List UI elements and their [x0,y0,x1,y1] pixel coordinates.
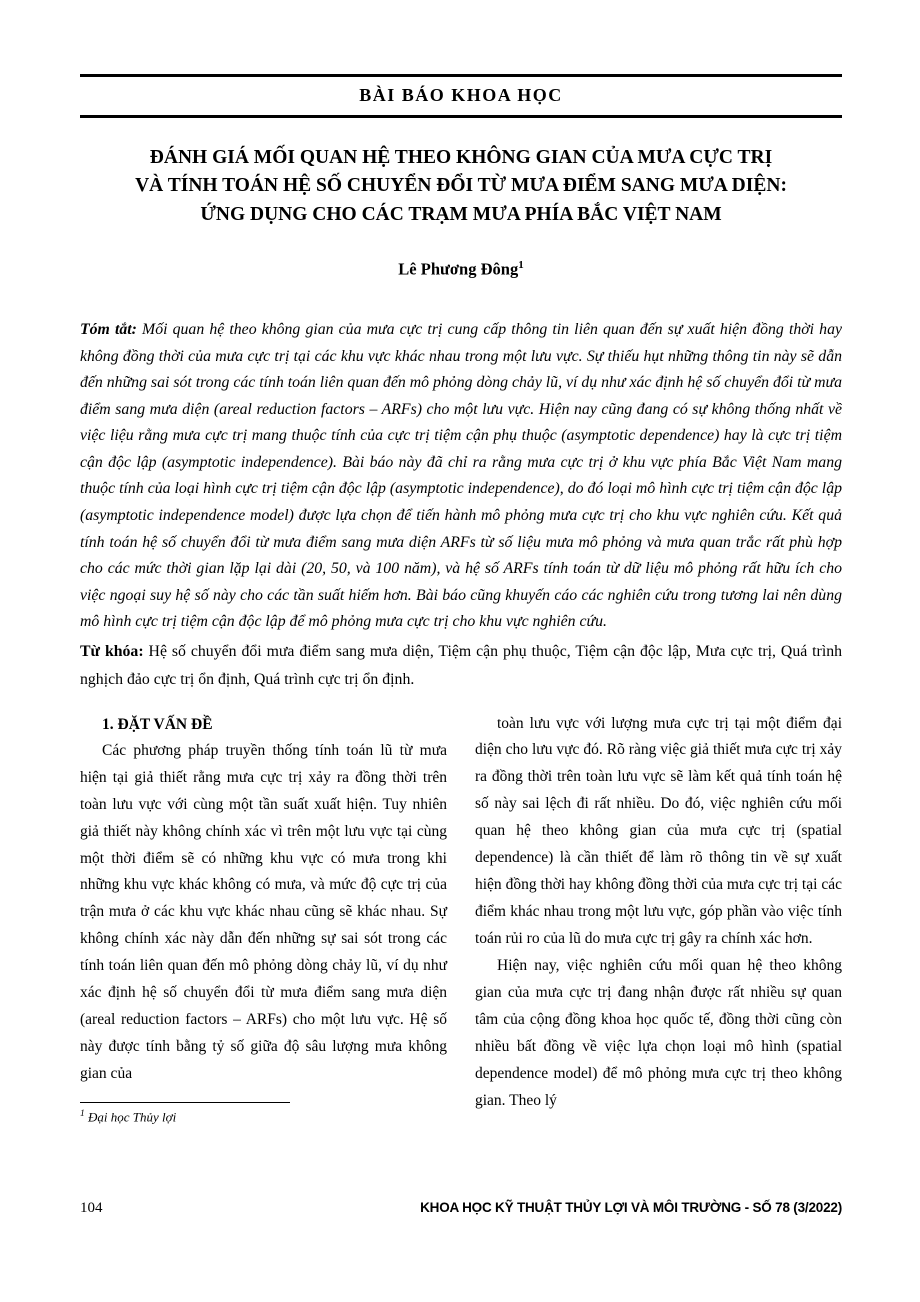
footnote [80,1102,447,1125]
two-column-body [80,711,842,1126]
left-column [80,711,447,1126]
right-column-paragraph-2: Hiện nay, việc nghiên cứu mối quan hệ theo không gian của mưa cực trị đang nhận được rất nhiều sự quan tâm của cộng đồng khoa học quốc tế, đồng thời cũng còn nhiều bất đồng về việc lựa chọn loại mô hình (spatial dependence model) để mô phỏng mưa cực trị theo không gian. Theo lý [475,957,842,1110]
left-column-paragraph: Các phương pháp truyền thống tính toán lũ từ mưa hiện tại giả thiết rằng mưa cực trị xảy ra đồng thời trên toàn lưu vực với cùng một tần suất xuất hiện. Tuy nhiên giả thiết này không chính xác vì trên một lưu vực tại cùng một thời điểm sẽ có những khu vực có mưa trong khi những khu vực khác không có mưa, và mức độ cực trị của trận mưa ở các khu vực khác nhau cũng sẽ khác nhau. Sự không chính xác này dẫn đến những sự sai sót trong các tính toán liên quan đến mô phỏng dòng chảy lũ, ví dụ như xác định hệ số chuyển đổi từ mưa điểm sang mưa diện (areal reduction factors – ARFs) cho một lưu vực. Hệ số này được tính bằng tỷ số giữa độ sâu lượng mưa không gian của [80,741,447,1083]
title-line-1: ĐÁNH GIÁ MỐI QUAN HỆ THEO KHÔNG GIAN CỦA MƯA CỰC TRỊ [149,147,773,168]
right-column-paragraph-1: toàn lưu vực với lượng mưa cực trị tại một điểm đại diện cho lưu vực đó. Rõ ràng việc giả thiết mưa cực trị xảy ra đồng thời trên toàn lưu vực sẽ làm kết quả tính toán hệ số này sai lệch đi rất nhiều. Do đó, việc nghiên cứu mối quan hệ theo không gian của mưa cực trị (spatial dependence) là cần thiết để làm rõ thông tin về sự xuất hiện đồng thời hay không đồng thời của mưa cực trị tại các điểm khác nhau trong một lưu vực, góp phần vào việc tính toán rủi ro của lũ do mưa cực trị gây ra chính xác hơn. [475,714,842,948]
author-name: Lê Phương Đông [398,259,519,279]
title-line-2: VÀ TÍNH TOÁN HỆ SỐ CHUYỂN ĐỔI TỪ MƯA ĐIỂM SANG MƯA DIỆN: [135,175,787,197]
abstract-label: Tóm tắt: [80,321,137,339]
journal-footer-title: KHOA HỌC KỸ THUẬT THỦY LỢI VÀ MÔI TRƯỜNG - SỐ 78 (3/2022) [420,1200,842,1215]
journal-section-banner [80,74,842,118]
author-line [80,259,842,280]
page-number: 104 [80,1200,103,1216]
right-column [475,711,842,1126]
footnote-text: Đại học Thủy lợi [88,1109,177,1125]
abstract-text: Mối quan hệ theo không gian của mưa cực trị cung cấp thông tin liên quan đến sự xuất hiện đồng thời hay không đồng thời của mưa cực trị tại các khu vực khác nhau trong một lưu vực. Sự thiếu hụt những thông tin này sẽ dẫn đến những sai sót trong các tính toán liên quan đến mô phỏng dòng chảy lũ, ví dụ như xác định hệ số chuyển đổi từ mưa điểm sang mưa diện (areal reduction factors – ARFs) cho một lưu vực. Hiện nay cũng đang có sự không thống nhất về việc liệu rằng mưa cực trị mang thuộc tính của cực trị tiệm cận phụ thuộc (asymptotic dependence) hay là cực trị tiệm cận độc lập (asymptotic independence). Bài báo này đã chỉ ra rằng mưa cực trị ở khu vực phía Bắc Việt Nam mang thuộc tính của loại hình cực trị tiệm cận độc lập (asymptotic independence), do đó loại mô hình cực trị tiệm cận độc lập (asymptotic independence model) được lựa chọn để tiến hành mô phỏng mưa cực trị cho khu vực nghiên cứu. Kết quả tính toán hệ số chuyển đổi từ mưa điểm sang mưa diện ARFs từ số liệu mưa mô phỏng và mưa quan trắc rất phù hợp cho các mức thời gian lặp lại dài (20, 50, và 100 năm), và hệ số ARFs tính toán từ dữ liệu mô phỏng rất hữu ích cho việc ngoại suy hệ số này cho các tần suất hiếm hơn. Bài báo cũng khuyến cáo các nghiên cứu trong tương lai nên dùng mô hình cực trị tiệm cận độc lập để mô phỏng mưa cực trị cho khu vực nghiên cứu. [80,321,842,631]
section-1-heading: 1. ĐẶT VẤN ĐỀ [102,715,213,733]
banner-text: BÀI BÁO KHOA HỌC [359,85,563,105]
footnote-marker: 1 [80,1109,85,1120]
paper-title [80,144,842,229]
page-footer [80,1200,842,1217]
keywords-text: Hệ số chuyển đổi mưa điểm sang mưa diện, Tiệm cận phụ thuộc, Tiệm cận độc lập, Mưa cực trị, Quá trình nghịch đảo cực trị ổn định, Quá trình cực trị ổn định. [80,642,843,689]
abstract-paragraph [80,317,842,635]
footnote-text-line [80,1109,447,1125]
title-line-3: ỨNG DỤNG CHO CÁC TRẠM MƯA PHÍA BẮC VIỆT NAM [200,203,722,225]
author-affiliation-marker: 1 [518,258,524,271]
keywords-paragraph [80,638,842,695]
keywords-label: Từ khóa: [80,642,144,660]
footnote-rule [80,1102,290,1103]
